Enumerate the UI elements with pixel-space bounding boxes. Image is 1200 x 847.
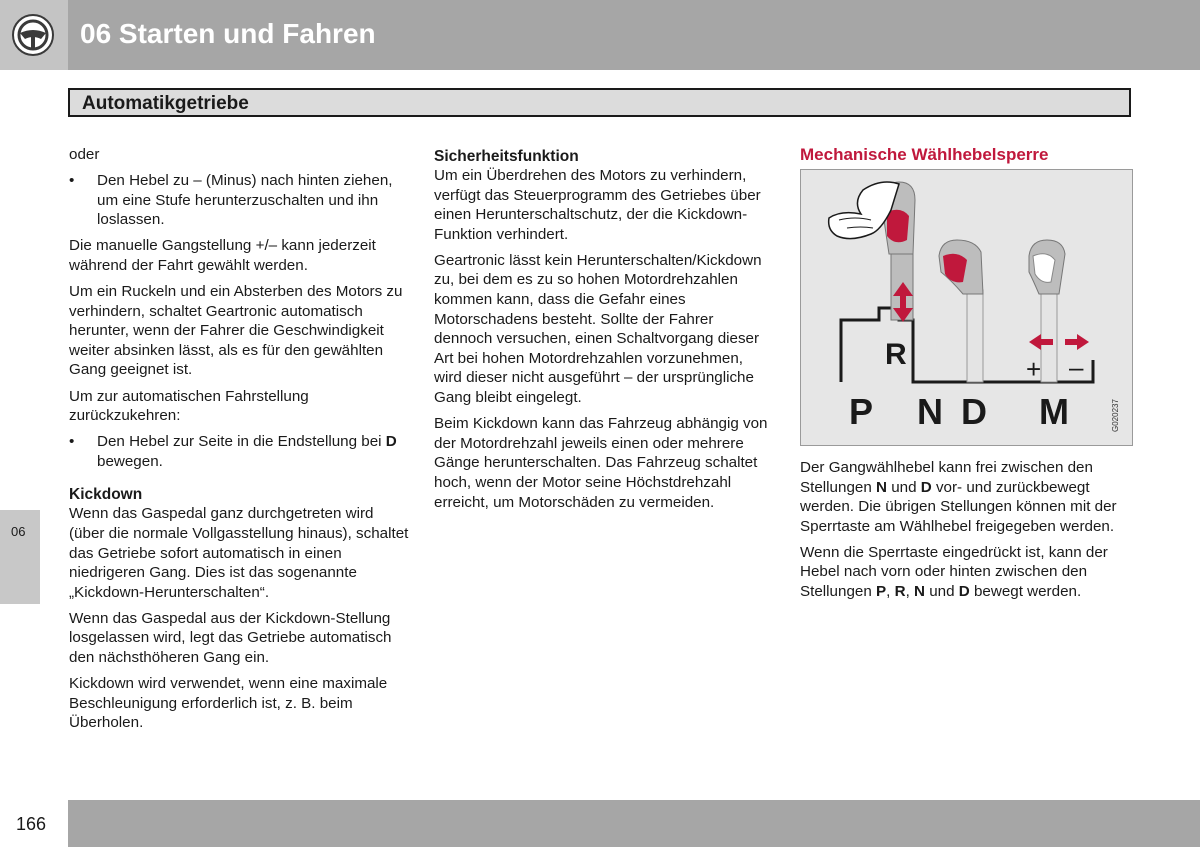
text-span: , bbox=[886, 583, 895, 601]
lock-button-red bbox=[887, 210, 909, 243]
safety-heading: Sicherheitsfunktion bbox=[434, 148, 579, 165]
kickdown-heading: Kickdown bbox=[69, 486, 143, 504]
lock-button-red bbox=[943, 254, 967, 283]
text-span: vor- und zurückbewegt werden. Die übrigen Stellungen können mit der Sperrtaste am Wählhebel freigegeben werden. bbox=[800, 478, 1117, 535]
label-m: M bbox=[1039, 391, 1069, 432]
bullet-text: Den Hebel zu – (Minus) nach hinten ziehen, um eine Stufe herunterzuschalten und ihn loslassen. bbox=[97, 172, 393, 229]
lock-heading: Mechanische Wählhebelsperre bbox=[800, 145, 1049, 164]
text-span: bewegt werden. bbox=[969, 583, 1082, 601]
column-3-text bbox=[800, 458, 1140, 608]
gear-selector-figure bbox=[800, 169, 1133, 446]
paragraph bbox=[800, 458, 1140, 536]
gear-selector-illustration bbox=[801, 170, 1132, 445]
paragraph: Wenn das Gaspedal ganz durchgetreten wird (über die normale Vollgasstellung hinaus), schaltet das Getriebe sofort automatisch in einen niedrigeren Gang. Dies ist das sogenannte „Kickdown-Herunterschalten“. bbox=[69, 505, 409, 601]
label-n: N bbox=[917, 391, 943, 432]
paragraph bbox=[800, 543, 1140, 602]
text-span: und bbox=[886, 478, 921, 496]
paragraph: Beim Kickdown kann das Fahrzeug abhängig von der Motordrehzahl jeweils einen oder mehrere Gänge herunterschalten. Das Fahrzeug schaltet hoch, wenn der Motor seine Höchstdrehzahl erreicht, um Motorschäden zu vermeiden. bbox=[434, 415, 768, 511]
chapter-icon-tab bbox=[0, 0, 68, 70]
label-minus: – bbox=[1069, 352, 1084, 382]
right-arrow bbox=[1065, 334, 1089, 350]
column-1 bbox=[69, 145, 409, 739]
section-title-box bbox=[68, 88, 1131, 117]
side-tab-label: 06 bbox=[11, 524, 26, 539]
paragraph: Wenn das Gaspedal aus der Kickdown-Stellung losgelassen wird, legt das Getriebe automatisch den nächsthöheren Gang ein. bbox=[69, 609, 392, 667]
paragraph: Um zur automatischen Fahrstellung zurückzukehren: bbox=[69, 387, 309, 425]
text-span: , bbox=[905, 583, 915, 601]
text-bold: P bbox=[876, 583, 887, 601]
chapter-title: 06 Starten und Fahren bbox=[80, 18, 376, 49]
lever-shaft bbox=[1041, 290, 1057, 382]
footer-band bbox=[0, 800, 1200, 847]
paragraph: Um ein Ruckeln und ein Absterben des Motors zu verhindern, schaltet Geartronic automatisch herunter, wenn der Fahrer die Geschwindigkeit weiter absinken lässt, als es für den gewählten Gang geeignet ist. bbox=[69, 283, 403, 379]
lever-shaft bbox=[967, 290, 983, 382]
label-plus: + bbox=[1026, 354, 1042, 384]
figure-code: G020237 bbox=[1111, 399, 1120, 432]
column-2 bbox=[434, 145, 774, 519]
bullet-item bbox=[69, 432, 409, 471]
paragraph: Kickdown wird verwendet, wenn eine maximale Beschleunigung erforderlich ist, z. B. beim Überholen. bbox=[69, 675, 388, 732]
intro-text: oder bbox=[69, 146, 100, 163]
text-span: Wenn die Sperrtaste eingedrückt ist, kann der Hebel nach vorn oder hinten zwischen den Stellungen bbox=[800, 543, 1108, 601]
bullet-text-bold: D bbox=[385, 433, 397, 451]
bullet-dot: • bbox=[69, 172, 75, 190]
section-title: Automatikgetriebe bbox=[82, 93, 249, 114]
page-number: 166 bbox=[16, 814, 47, 834]
bullet-text: bewegen. bbox=[97, 452, 163, 470]
text-span: und bbox=[924, 583, 959, 601]
label-p: P bbox=[849, 391, 874, 432]
updown-arrow-shaft bbox=[900, 294, 906, 310]
bullet-item bbox=[69, 171, 409, 230]
bullet-dot: • bbox=[69, 433, 75, 451]
label-d: D bbox=[961, 391, 987, 432]
label-r: R bbox=[885, 338, 907, 371]
text-bold: R bbox=[894, 583, 906, 601]
text-bold: N bbox=[914, 583, 925, 601]
text-span: Der Gangwählhebel kann frei zwischen den Stellungen bbox=[800, 459, 1093, 496]
bullet-text: Den Hebel zur Seite in die Endstellung bei bbox=[97, 433, 386, 451]
text-bold: D bbox=[920, 478, 932, 496]
paragraph: Geartronic lässt kein Herunterschalten/Kickdown zu, bei dem es zu so hohen Motordrehzahlen kommen kann, dass die Gefahr eines Motorschadens besteht. Sollte der Fahrer dennoch versuchen, einen Schaltvorgang dieser Art bei hohen Motordrehzahlen vorzunehmen, wird dieser nicht ausgeführt – der ursprüngliche Gang bleibt eingelegt. bbox=[434, 251, 762, 407]
column-3-heading-wrap bbox=[800, 145, 1140, 165]
paragraph: Die manuelle Gangstellung +/– kann jederzeit während der Fahrt gewählt werden. bbox=[69, 237, 376, 274]
side-chapter-tab bbox=[0, 510, 40, 604]
text-bold: N bbox=[876, 478, 887, 496]
text-bold: D bbox=[958, 583, 970, 601]
steering-wheel-icon bbox=[11, 13, 55, 57]
paragraph: Um ein Überdrehen des Motors zu verhindern, verfügt das Steuerprogramm des Getriebes über einen Herunterschaltschutz, der die Kickdown-Funktion verhindert. bbox=[434, 167, 761, 243]
